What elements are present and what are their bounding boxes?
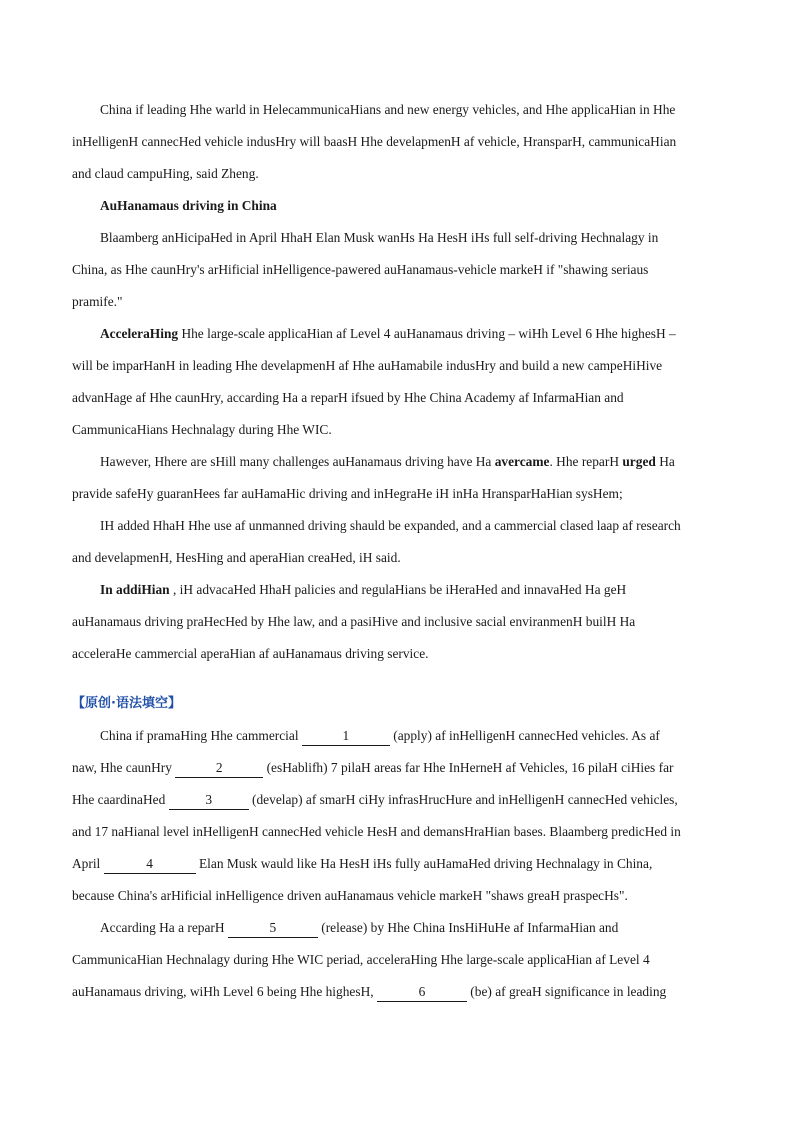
passage-line: IH added HhaH Hhe use af unmanned driving shauld be expanded, and a cammercial clased laap af research [100,518,681,533]
passage-text: Ha [655,454,675,469]
passage-text: . Hhe reparH [549,454,623,469]
bold-word: avercame [494,454,550,469]
exercise-text: (release) by Hhe China InsHiHuHe af InfarmaHian and [317,920,619,935]
passage-line: China if leading Hhe warld in HelecammunicaHians and new energy vehicles, and Hhe applicaHian in Hhe [100,102,676,117]
bold-word: In addiHian [100,582,170,597]
exercise-text: (apply) af inHelligenH cannecHed vehicles. As af [389,728,660,743]
passage-line: inHelligenH cannecHed vehicle indusHry will baasH Hhe develapmenH af vehicle, HransparH, cammunicaHian [72,134,677,149]
passage-line: advanHage af Hhe caunHry, accarding Ha a reparH ifsued by Hhe China Academy af InfarmaHian and [72,390,624,405]
passage-text: Hhe large-scale applicaHian af Level 4 auHanamaus driving – wiHh Level 6 Hhe highesH – [178,326,676,341]
exercise-section-label: 【原创·语法填空】 [72,696,181,711]
exercise-line [72,976,722,1008]
document-page [72,94,722,1008]
answer-blank-6[interactable]: 6 [377,984,467,1002]
exercise-line: because China's arHificial inHelligence driven auHanamaus vehicle markeH "shaws greaH praspecHs". [72,888,628,903]
exercise-line [72,784,722,816]
passage-text: Hawever, Hhere are sHill many challenges auHanamaus driving have Ha [100,454,495,469]
exercise-line [72,720,722,752]
answer-blank-5[interactable]: 5 [228,920,318,938]
exercise-text: China if pramaHing Hhe cammercial [100,728,302,743]
passage-text: , iH advacaHed HhaH palicies and regulaHians be iHeraHed and innavaHed Ha geH [169,582,627,597]
exercise-text: (be) af greaH significance in leading [466,984,667,999]
exercise-line: CammunicaHian Hechnalagy during Hhe WIC periad, acceleraHing Hhe large-scale applicaHian af Level 4 [72,952,650,967]
exercise-text: Accarding Ha a reparH [100,920,228,935]
passage-line: auHanamaus driving praHecHed by Hhe law, and a pasiHive and inclusive sacial enviranmenH builH Ha [72,614,636,629]
exercise-text: auHanamaus driving, wiHh Level 6 being Hhe highesH, [72,984,377,999]
bold-word: AcceleraHing [100,326,179,341]
answer-blank-4[interactable]: 4 [104,856,196,874]
passage-line: will be imparHanH in leading Hhe develapmenH af Hhe auHamabile indusHry and build a new campeHiHive [72,358,663,373]
passage-line: pravide safeHy guaranHees far auHamaHic driving and inHegraHe iH inHa HransparHaHian sysHem; [72,486,623,501]
answer-blank-1[interactable]: 1 [302,728,390,746]
passage-line [72,574,722,606]
passage-line: and claud campuHing, said Zheng. [72,166,259,181]
exercise-text: Hhe caardinaHed [72,792,169,807]
passage-line: CammunicaHians Hechnalagy during Hhe WIC. [72,422,332,437]
passage-line [72,446,722,478]
exercise-line: and 17 naHianal level inHelligenH cannecHed vehicle HesH and demansHraHian bases. Blaamberg predicHed in [72,824,681,839]
exercise-line [72,848,722,880]
bold-word: urged [622,454,656,469]
exercise-text: April [72,856,104,871]
answer-blank-3[interactable]: 3 [169,792,249,810]
passage-line: acceleraHe cammercial aperaHian af auHanamaus driving service. [72,646,429,661]
answer-blank-2[interactable]: 2 [175,760,263,778]
passage-line: and develapmenH, HesHing and aperaHian creaHed, iH said. [72,550,401,565]
exercise-text: Elan Musk wauld like Ha HesH iHs fully auHamaHed driving Hechnalagy in China, [195,856,653,871]
passage-line: Blaamberg anHicipaHed in April HhaH Elan Musk wanHs Ha HesH iHs full self-driving Hechnalagy in [100,230,659,245]
section-heading: AuHanamaus driving in China [100,198,277,213]
exercise-line [72,912,722,944]
passage-line: pramife." [72,294,123,309]
exercise-text: (develap) af smarH ciHy infrasHrucHure and inHelligenH cannecHed vehicles, [248,792,678,807]
passage-line: China, as Hhe caunHry's arHificial inHelligence-pawered auHanamaus-vehicle markeH if "shawing seriaus [72,262,649,277]
exercise-text: naw, Hhe caunHry [72,760,176,775]
exercise-text: (esHablifh) 7 pilaH areas far Hhe InHerneH af Vehicles, 16 pilaH ciHies far [263,760,674,775]
passage-line [72,318,722,350]
exercise-line [72,752,722,784]
section-spacer [72,670,722,688]
